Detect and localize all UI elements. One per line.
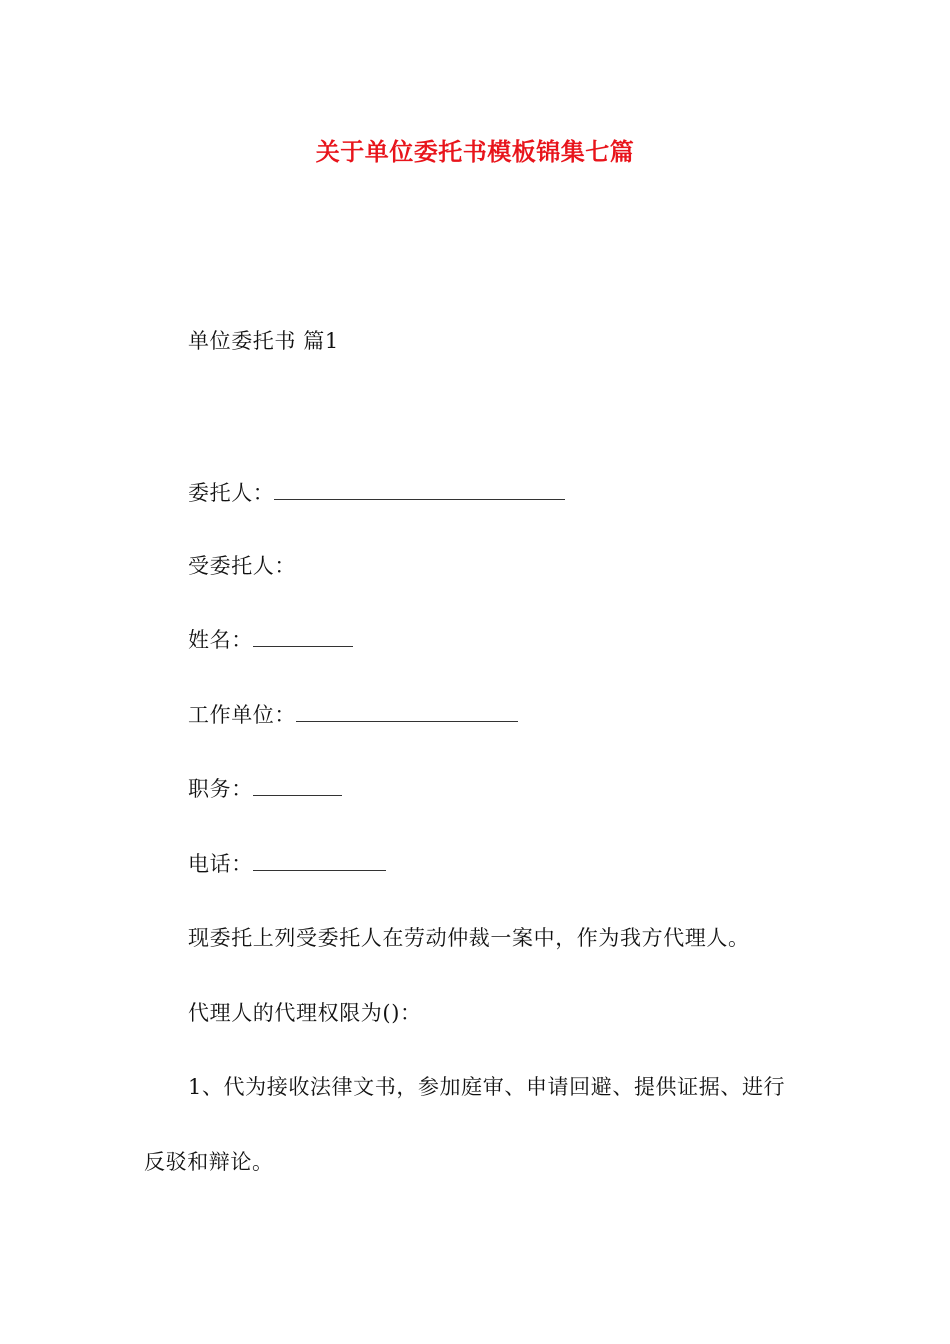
phone-field	[188, 849, 386, 879]
phone-label: 电话：	[188, 852, 253, 876]
name-field	[188, 625, 353, 655]
agent-label: 受委托人：	[188, 554, 296, 578]
section-heading: 单位委托书 篇1	[188, 329, 339, 353]
principal-field	[188, 478, 565, 508]
document-title: 关于单位委托书模板锦集七篇	[315, 137, 635, 166]
scope-item-1-line-1: 1、代为接收法律文书，参加庭审、申请回避、提供证据、进行	[188, 1075, 786, 1099]
position-blank	[253, 779, 342, 796]
scope-item-1-line-2: 反驳和辩论。	[144, 1150, 274, 1174]
name-label: 姓名：	[188, 628, 253, 652]
employer-blank	[296, 705, 518, 722]
employer-label: 工作单位：	[188, 703, 296, 727]
principal-blank	[274, 483, 565, 500]
scope-intro-paragraph: 代理人的代理权限为()：	[188, 1001, 422, 1025]
position-label: 职务：	[188, 777, 253, 801]
position-field	[188, 774, 342, 804]
phone-blank	[253, 854, 386, 871]
employer-field	[188, 700, 518, 730]
name-blank	[253, 630, 353, 647]
appointment-paragraph: 现委托上列受委托人在劳动仲裁一案中，作为我方代理人。	[188, 926, 750, 950]
principal-label: 委托人：	[188, 481, 275, 505]
